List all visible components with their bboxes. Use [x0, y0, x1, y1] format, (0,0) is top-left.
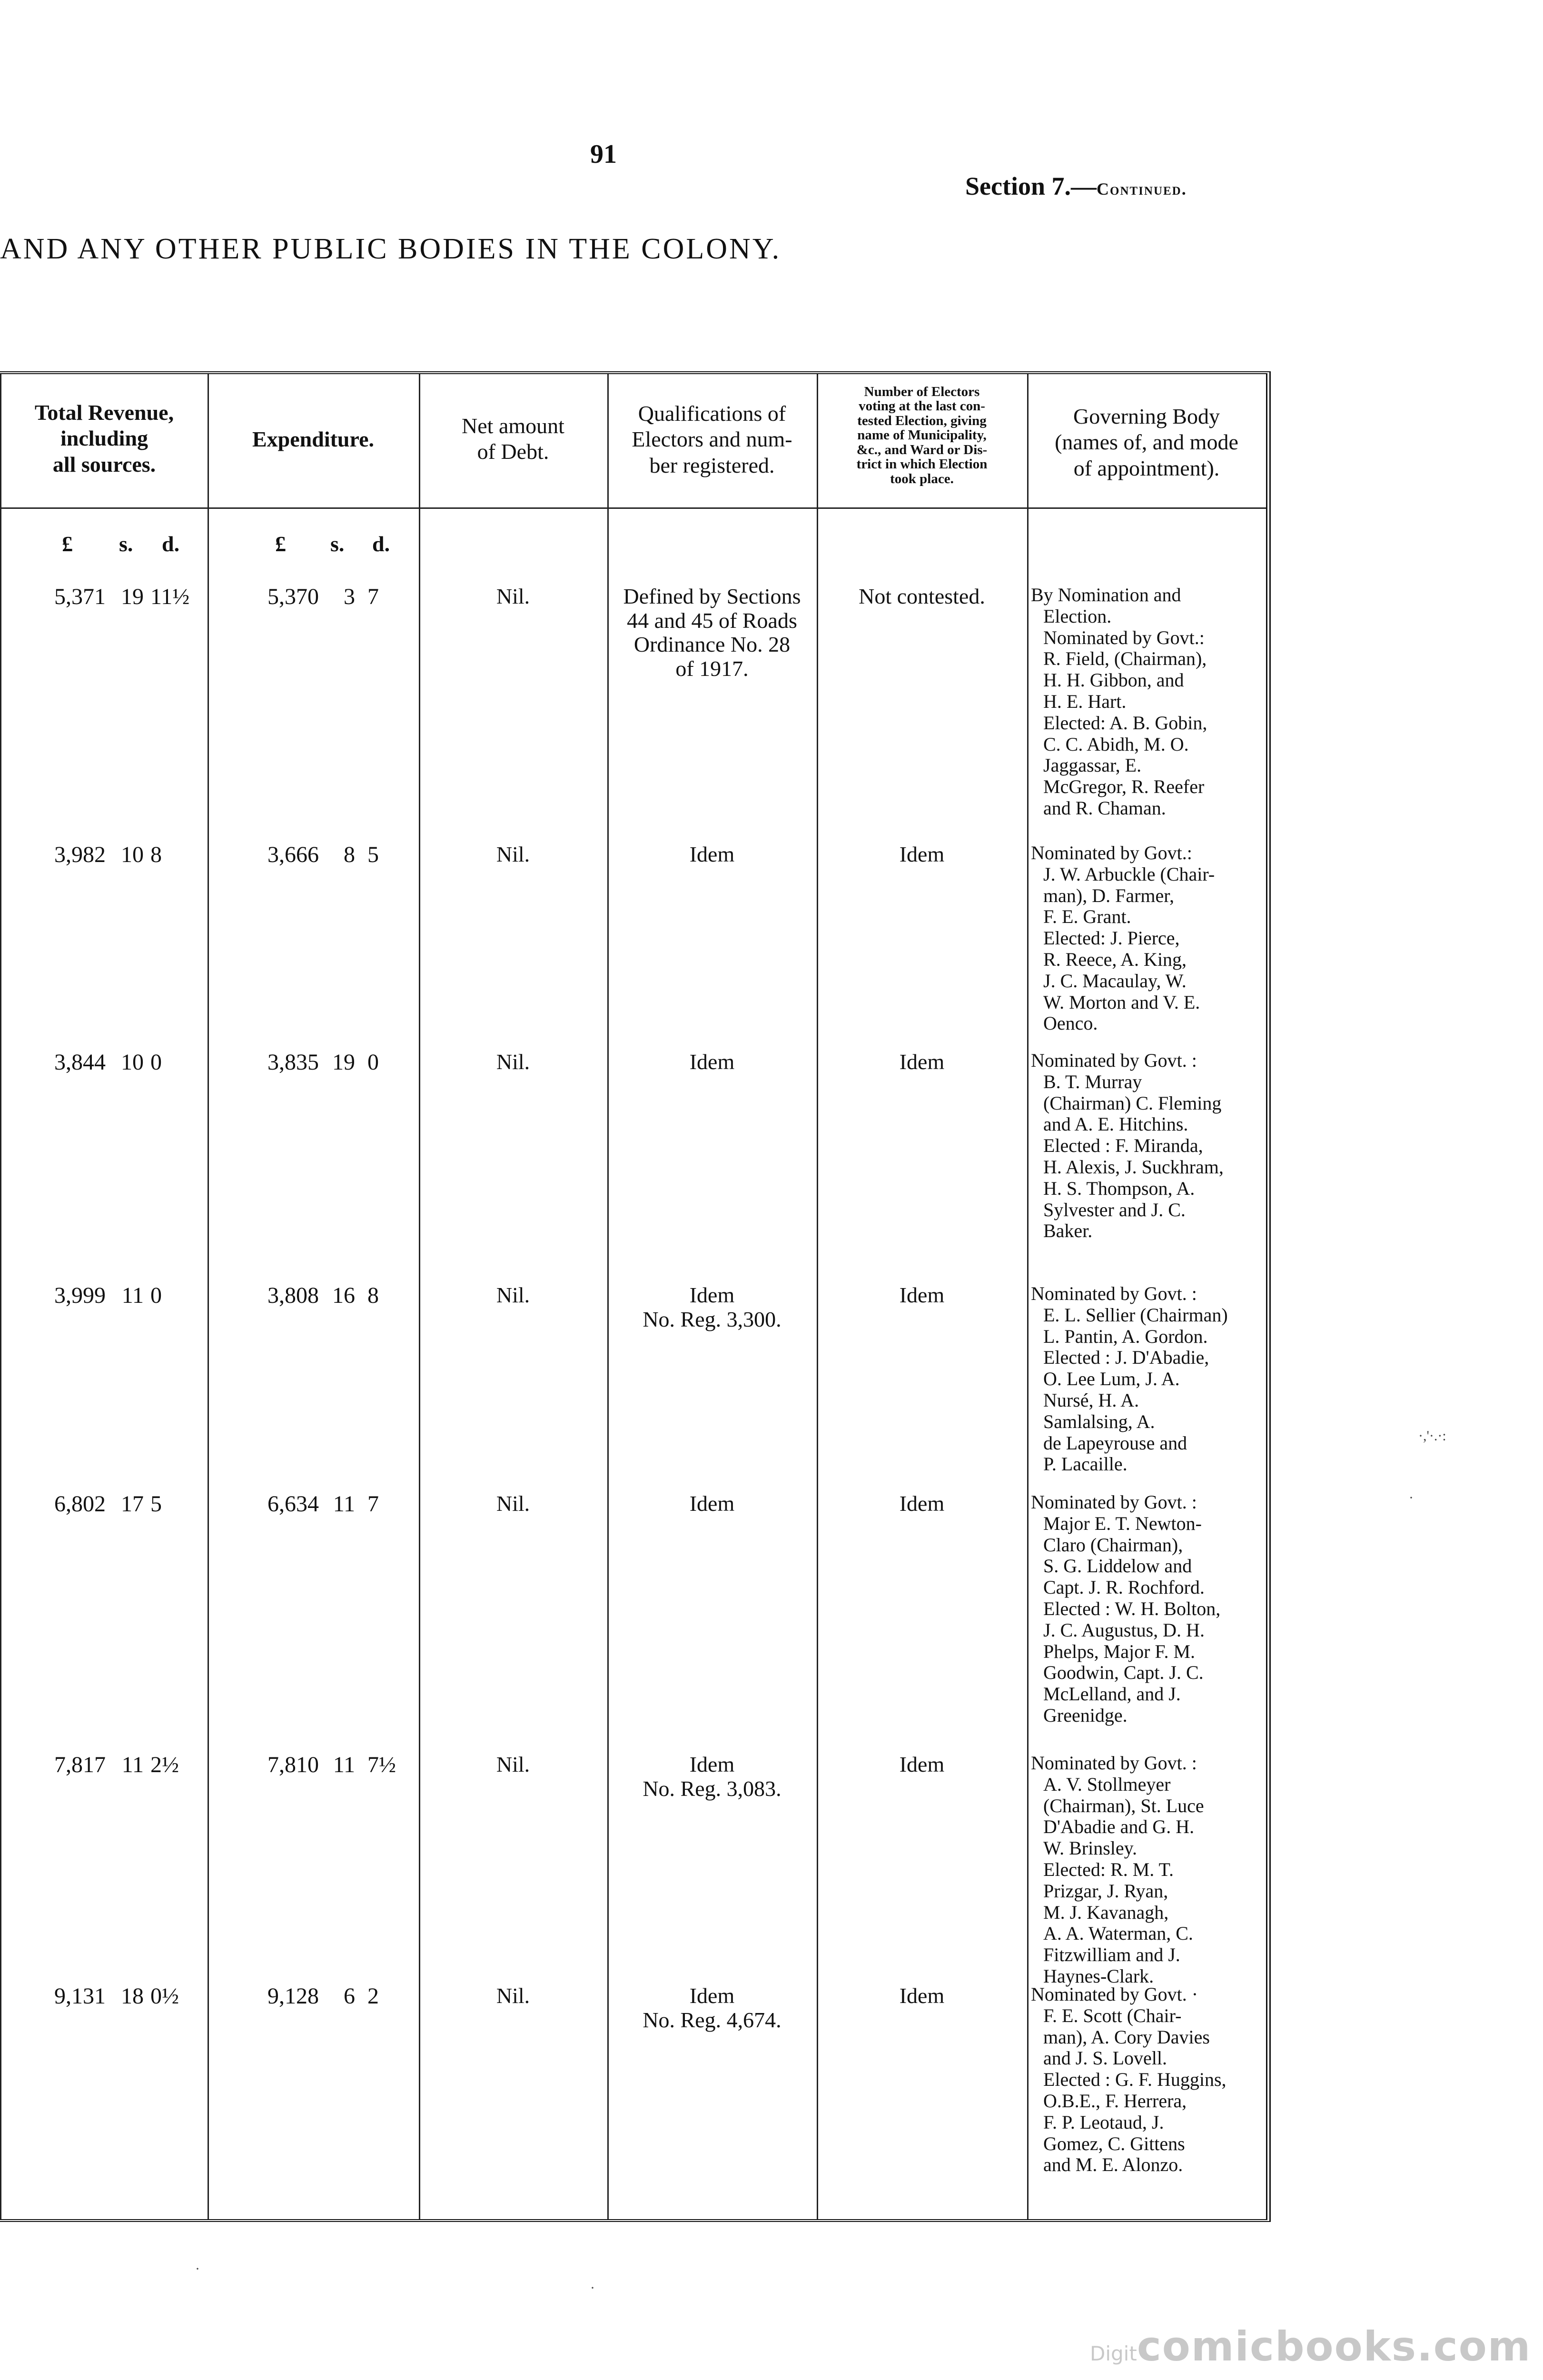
- specks: ·: [195, 2261, 200, 2277]
- net-debt: Nil.: [496, 1752, 530, 1776]
- governing-body-line: Elected : F. Miranda,: [1043, 1135, 1203, 1157]
- expenditure-pounds: 3,835: [267, 1050, 319, 1075]
- revenue-pence: 2½: [150, 1752, 179, 1777]
- header-line: including: [60, 426, 148, 451]
- watermark: [1090, 2323, 1531, 2370]
- header-line: name of Municipality,: [857, 427, 987, 443]
- expenditure-pence: 7: [367, 1491, 379, 1517]
- governing-body-line: Capt. J. R. Rochford.: [1043, 1577, 1205, 1598]
- qualifications-line: Idem: [689, 1283, 735, 1307]
- governing-body-cell: [1031, 1283, 1263, 1475]
- expenditure-pence: 2: [367, 1983, 379, 2009]
- unit-pound: £: [62, 532, 73, 556]
- governing-body-line: D'Abadie and G. H.: [1043, 1816, 1195, 1838]
- governing-body-line: Baker.: [1043, 1220, 1093, 1242]
- expenditure-pounds: 6,634: [267, 1491, 319, 1517]
- header-line: took place.: [890, 471, 954, 486]
- qualifications-cell: [609, 1283, 815, 1331]
- header-line: (names of, and mode: [1055, 430, 1238, 455]
- expenditure-pence: 0: [367, 1050, 379, 1075]
- governing-body-line: Nominated by Govt. ·: [1031, 1983, 1198, 2005]
- expenditure-pence: 8: [367, 1283, 379, 1308]
- governing-body-line: and J. S. Lovell.: [1043, 2047, 1167, 2069]
- qualifications-cell: [609, 843, 815, 867]
- qualifications-line: of 1917.: [675, 656, 749, 681]
- governing-body-line: O.B.E., F. Herrera,: [1043, 2090, 1187, 2112]
- governing-body-line: O. Lee Lum, J. A.: [1043, 1368, 1180, 1390]
- header-line: &c., and Ward or Dis-: [856, 442, 988, 457]
- expenditure-shillings: 16: [332, 1283, 355, 1308]
- expenditure-pence: 7½: [367, 1752, 396, 1777]
- expenditure-shillings: 11: [333, 1491, 355, 1517]
- revenue-pounds: 3,844: [54, 1050, 106, 1075]
- expenditure-pounds: 7,810: [267, 1752, 319, 1777]
- revenue-shillings: 10: [121, 842, 144, 867]
- net-debt: Nil.: [496, 842, 530, 866]
- electors-cell: Not contested.: [859, 584, 985, 608]
- governing-body-line: W. Brinsley.: [1043, 1837, 1137, 1859]
- electors-cell: Idem: [899, 1983, 945, 2008]
- governing-body-line: Major E. T. Newton-: [1043, 1512, 1202, 1534]
- header-qualifications: [609, 401, 815, 478]
- governing-body-line: H. Alexis, J. Suckhram,: [1043, 1156, 1224, 1178]
- governing-body-line: Elected: R. M. T.: [1043, 1858, 1174, 1880]
- header-line: of Debt.: [477, 439, 549, 464]
- header-line: Net amount: [462, 414, 564, 438]
- revenue-pence: 5: [150, 1491, 162, 1517]
- governing-body-line: By Nomination and: [1031, 584, 1181, 605]
- governing-body-line: and R. Chaman.: [1043, 797, 1166, 819]
- specks: ·: [1409, 1490, 1414, 1506]
- revenue-pence: 8: [150, 842, 162, 867]
- header-electors: [819, 385, 1025, 486]
- header-line: voting at the last con-: [859, 398, 985, 414]
- governing-body-line: Elected: J. Pierce,: [1043, 927, 1180, 949]
- unit-pound: £: [275, 532, 286, 556]
- governing-body-line: J. C. Macaulay, W.: [1043, 970, 1187, 992]
- header-line: Total Revenue,: [34, 400, 174, 425]
- expenditure-shillings: 3: [344, 584, 355, 609]
- header-revenue: [3, 400, 206, 477]
- expenditure-shillings: 6: [344, 1983, 355, 2009]
- revenue-pence: 0: [150, 1050, 162, 1075]
- governing-body-line: M. J. Kavanagh,: [1043, 1901, 1169, 1923]
- specks: ·: [590, 2280, 595, 2296]
- header-line: Number of Electors: [864, 384, 980, 399]
- governing-body-line: Samlalsing, A.: [1043, 1410, 1155, 1432]
- column-rule: [419, 374, 420, 2219]
- net-debt: Nil.: [496, 584, 530, 608]
- section-title: [965, 171, 1187, 201]
- governing-body-line: P. Lacaille.: [1043, 1453, 1128, 1475]
- electors-cell: Idem: [899, 1050, 945, 1074]
- header-line: all sources.: [52, 452, 156, 476]
- column-rule: [817, 374, 818, 2219]
- qualifications-line: 44 and 45 of Roads: [627, 608, 797, 633]
- governing-body-line: Nominated by Govt. :: [1031, 1752, 1197, 1774]
- governing-body-line: F. E. Scott (Chair-: [1043, 2004, 1182, 2026]
- unit-pence: d.: [162, 532, 180, 556]
- header-line: trict in which Election: [856, 456, 988, 472]
- net-debt: Nil.: [496, 1491, 530, 1516]
- qualifications-line: Idem: [689, 1491, 735, 1516]
- header-line: of appointment).: [1073, 456, 1220, 480]
- expenditure-pounds: 3,666: [267, 842, 319, 867]
- governing-body-line: Oenco.: [1043, 1012, 1098, 1034]
- revenue-pounds: 5,371: [54, 584, 106, 609]
- governing-body-line: Gomez, C. Gittens: [1043, 2132, 1185, 2154]
- governing-body-line: Nominated by Govt. :: [1031, 1491, 1197, 1513]
- net-debt: Nil.: [496, 1050, 530, 1074]
- revenue-pence: 11½: [150, 584, 190, 609]
- governing-body-line: Greenidge.: [1043, 1704, 1128, 1726]
- qualifications-cell: [609, 1984, 815, 2032]
- unit-pence: d.: [372, 532, 390, 556]
- revenue-pounds: 3,999: [54, 1283, 106, 1308]
- header-rule: [0, 507, 1266, 509]
- governing-body-line: R. Reece, A. King,: [1043, 948, 1187, 970]
- governing-body-line: Elected : J. D'Abadie,: [1043, 1347, 1209, 1368]
- governing-body-line: J. W. Arbuckle (Chair-: [1043, 863, 1215, 885]
- governing-body-line: and M. E. Alonzo.: [1043, 2154, 1183, 2176]
- revenue-shillings: 19: [121, 584, 144, 609]
- governing-body-line: B. T. Murray: [1043, 1071, 1142, 1092]
- governing-body-cell: [1031, 585, 1263, 819]
- governing-body-line: Nominated by Govt.:: [1043, 626, 1205, 648]
- column-rule: [1027, 374, 1029, 2219]
- qualifications-line: No. Reg. 3,300.: [643, 1307, 781, 1331]
- governing-body-line: Goodwin, Capt. J. C.: [1043, 1662, 1204, 1684]
- governing-body-line: R. Field, (Chairman),: [1043, 648, 1207, 670]
- revenue-shillings: 18: [121, 1983, 144, 2009]
- governing-body-line: J. C. Augustus, D. H.: [1043, 1619, 1205, 1641]
- revenue-pounds: 7,817: [54, 1752, 106, 1777]
- section-label: Section 7.—: [965, 172, 1097, 200]
- governing-body-cell: [1031, 1050, 1263, 1242]
- electors-cell: Idem: [899, 1491, 945, 1516]
- header-line: tested Election, giving: [857, 413, 987, 428]
- governing-body-line: C. C. Abidh, M. O.: [1043, 733, 1189, 755]
- unit-shillings: s.: [119, 532, 133, 556]
- governing-body-line: Claro (Chairman),: [1043, 1534, 1183, 1556]
- governing-body-line: Elected: A. B. Gobin,: [1043, 712, 1207, 734]
- governing-body-line: Elected : G. F. Huggins,: [1043, 2069, 1226, 2091]
- expenditure-pounds: 9,128: [267, 1983, 319, 2009]
- expenditure-pence: 5: [367, 842, 379, 867]
- governing-body-line: Haynes-Clark.: [1043, 1965, 1154, 1987]
- section-continued: Continued.: [1097, 179, 1187, 198]
- governing-body-line: Phelps, Major F. M.: [1043, 1640, 1196, 1662]
- qualifications-cell: [609, 1492, 815, 1516]
- governing-body-line: W. Morton and V. E.: [1043, 991, 1200, 1013]
- header-line: Electors and num-: [632, 427, 792, 452]
- qualifications-line: Ordinance No. 28: [633, 632, 791, 657]
- qualifications-line: No. Reg. 4,674.: [643, 2007, 781, 2032]
- revenue-shillings: 11: [121, 1283, 144, 1308]
- header-line: Qualifications of: [638, 401, 786, 426]
- qualifications-line: Defined by Sections: [623, 584, 801, 608]
- governing-body-line: Nursé, H. A.: [1043, 1389, 1139, 1411]
- revenue-shillings: 11: [121, 1752, 144, 1777]
- net-debt: Nil.: [496, 1283, 530, 1307]
- governing-body-line: H. H. Gibbon, and: [1043, 669, 1184, 691]
- governing-body-line: Nominated by Govt.:: [1031, 842, 1192, 863]
- column-rule: [208, 374, 209, 2219]
- column-rule: [607, 374, 609, 2219]
- governing-body-cell: [1031, 843, 1263, 1034]
- page-number: 91: [590, 139, 617, 169]
- revenue-pounds: 3,982: [54, 842, 106, 867]
- expenditure-pence: 7: [367, 584, 379, 609]
- qualifications-line: Idem: [689, 1752, 735, 1776]
- qualifications-line: No. Reg. 3,083.: [643, 1776, 781, 1801]
- governing-body-line: H. S. Thompson, A.: [1043, 1177, 1195, 1199]
- governing-body-line: McGregor, R. Reefer: [1043, 776, 1205, 798]
- governing-body-line: Nominated by Govt. :: [1031, 1283, 1197, 1304]
- governing-body-line: man), D. Farmer,: [1043, 884, 1174, 906]
- unit-shillings: s.: [330, 532, 345, 556]
- governing-body-line: and A. E. Hitchins.: [1043, 1113, 1188, 1135]
- specks: ·,'·.·:: [1418, 1428, 1446, 1444]
- governing-body-cell: [1031, 1753, 1263, 1987]
- header-debt: [421, 413, 605, 465]
- revenue-shillings: 10: [121, 1050, 144, 1075]
- revenue-pounds: 9,131: [54, 1983, 106, 2009]
- governing-body-cell: [1031, 1492, 1263, 1726]
- revenue-pounds: 6,802: [54, 1491, 106, 1517]
- governing-body-line: (Chairman) C. Fleming: [1043, 1092, 1222, 1114]
- governing-body-line: (Chairman), St. Luce: [1043, 1795, 1204, 1816]
- electors-cell: Idem: [899, 1283, 945, 1307]
- governing-body-line: Nominated by Govt. :: [1031, 1050, 1197, 1071]
- qualifications-line: Idem: [689, 1983, 735, 2008]
- page-heading: AND ANY OTHER PUBLIC BODIES IN THE COLONY.: [0, 233, 781, 265]
- qualifications-line: Idem: [689, 842, 735, 866]
- governing-body-cell: [1031, 1984, 1263, 2176]
- statistics-table: [0, 371, 1271, 2222]
- governing-body-line: Fitzwilliam and J.: [1043, 1944, 1180, 1966]
- governing-body-line: Jaggassar, E.: [1043, 754, 1142, 776]
- expenditure-pounds: 3,808: [267, 1283, 319, 1308]
- watermark-site: comicbooks.com: [1137, 2323, 1532, 2370]
- revenue-pence: 0: [150, 1283, 162, 1308]
- governing-body-line: Sylvester and J. C.: [1043, 1199, 1186, 1220]
- header-line: Governing Body: [1073, 404, 1220, 428]
- governing-body-line: L. Pantin, A. Gordon.: [1043, 1325, 1208, 1347]
- governing-body-line: man), A. Cory Davies: [1043, 2026, 1210, 2048]
- expenditure-shillings: 11: [333, 1752, 355, 1777]
- governing-body-line: E. L. Sellier (Chairman): [1043, 1304, 1228, 1326]
- governing-body-line: F. E. Grant.: [1043, 906, 1131, 928]
- column-rule: [0, 374, 1, 2219]
- header-expenditure: Expenditure.: [252, 427, 375, 451]
- qualifications-cell: [609, 585, 815, 681]
- governing-body-line: H. E. Hart.: [1043, 690, 1127, 712]
- expenditure-shillings: 8: [344, 842, 355, 867]
- governing-body-line: McLelland, and J.: [1043, 1683, 1181, 1705]
- header-governing-body: [1029, 404, 1264, 481]
- revenue-shillings: 17: [121, 1491, 144, 1517]
- qualifications-cell: [609, 1050, 815, 1074]
- electors-cell: Idem: [899, 842, 945, 866]
- governing-body-line: de Lapeyrouse and: [1043, 1432, 1187, 1454]
- qualifications-cell: [609, 1753, 815, 1801]
- net-debt: Nil.: [496, 1983, 530, 2008]
- expenditure-shillings: 19: [332, 1050, 355, 1075]
- governing-body-line: S. G. Liddelow and: [1043, 1555, 1192, 1577]
- governing-body-line: Prizgar, J. Ryan,: [1043, 1880, 1168, 1902]
- revenue-pence: 0½: [150, 1983, 179, 2009]
- governing-body-line: F. P. Leotaud, J.: [1043, 2111, 1164, 2133]
- qualifications-line: Idem: [689, 1050, 735, 1074]
- governing-body-line: A. V. Stollmeyer: [1043, 1773, 1171, 1795]
- governing-body-line: A. A. Waterman, C.: [1043, 1923, 1193, 1944]
- expenditure-pounds: 5,370: [267, 584, 319, 609]
- electors-cell: Idem: [899, 1752, 945, 1776]
- watermark-prefix: Digit: [1090, 2342, 1137, 2365]
- governing-body-line: Election.: [1043, 605, 1112, 627]
- governing-body-line: Elected : W. H. Bolton,: [1043, 1597, 1221, 1619]
- header-line: ber registered.: [649, 453, 775, 477]
